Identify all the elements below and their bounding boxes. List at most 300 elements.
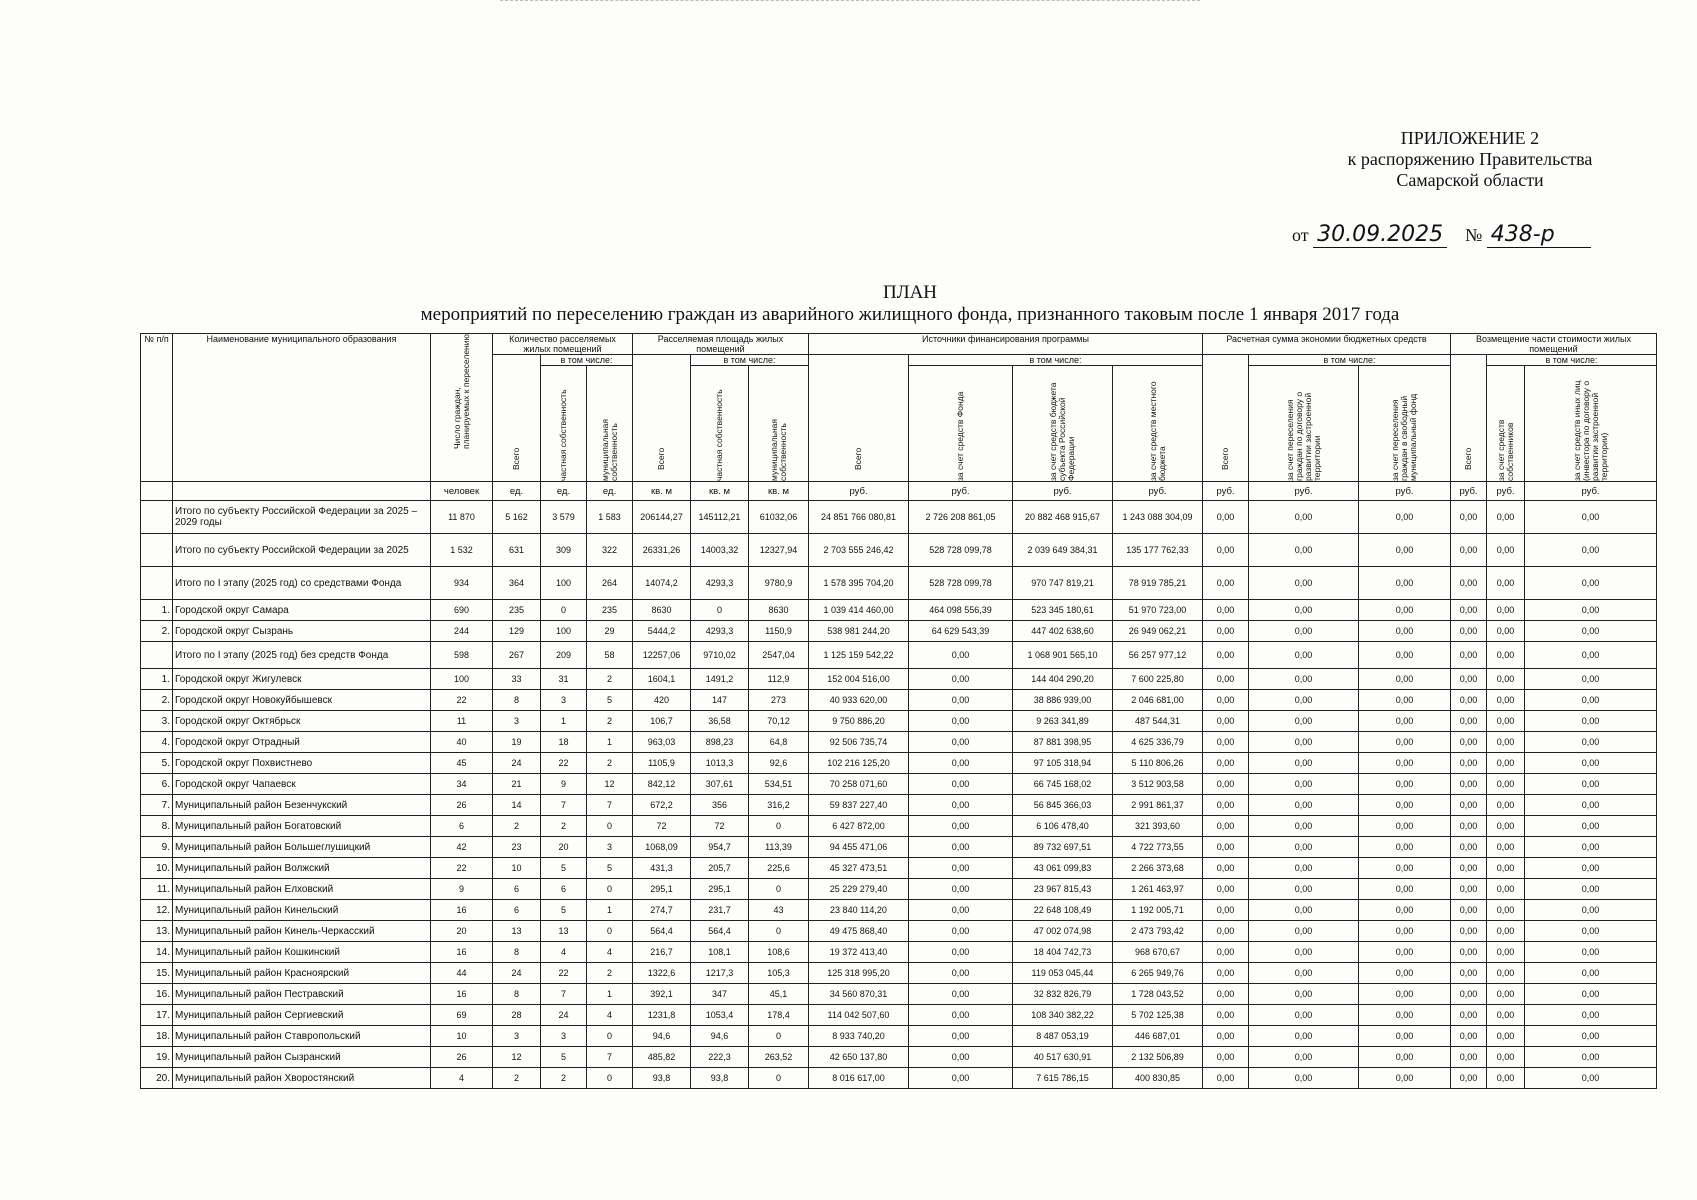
value-cell: 0,00 (1203, 837, 1249, 858)
value-cell: 0,00 (1203, 690, 1249, 711)
value-cell: 954,7 (691, 837, 749, 858)
value-cell: 528 728 099,78 (909, 534, 1013, 567)
value-cell: 0,00 (1203, 1047, 1249, 1068)
value-cell: 7 (541, 795, 587, 816)
value-cell: 22 (431, 858, 493, 879)
value-cell: 0,00 (1487, 879, 1525, 900)
value-cell: 0,00 (1487, 1068, 1525, 1089)
value-cell: 4 (431, 1068, 493, 1089)
value-cell: 0,00 (909, 942, 1013, 963)
row-number: 12. (141, 900, 173, 921)
value-cell: 0,00 (909, 795, 1013, 816)
value-cell: 43 061 099,83 (1013, 858, 1113, 879)
value-cell: 72 (633, 816, 691, 837)
value-cell: 3 (541, 690, 587, 711)
unit-cell: руб. (1249, 482, 1359, 501)
value-cell: 94,6 (691, 1026, 749, 1047)
value-cell: 0,00 (909, 774, 1013, 795)
value-cell: 0,00 (909, 921, 1013, 942)
unit-cell: руб. (1451, 482, 1487, 501)
value-cell: 7 615 786,15 (1013, 1068, 1113, 1089)
unit-cell: ед. (587, 482, 633, 501)
value-cell: 0,00 (1525, 858, 1657, 879)
value-cell: 0,00 (1203, 642, 1249, 669)
value-cell: 0,00 (1487, 795, 1525, 816)
value-cell: 0,00 (909, 963, 1013, 984)
value-cell: 0,00 (1203, 984, 1249, 1005)
value-cell: 963,03 (633, 732, 691, 753)
value-cell: 0,00 (1451, 669, 1487, 690)
value-cell: 0,00 (1203, 501, 1249, 534)
value-cell: 93,8 (633, 1068, 691, 1089)
table-row (141, 774, 1657, 795)
value-cell: 0,00 (1359, 534, 1451, 567)
value-cell: 0,00 (1203, 921, 1249, 942)
value-cell: 6 (493, 900, 541, 921)
value-cell: 0,00 (1249, 621, 1359, 642)
value-cell: 2 046 681,00 (1113, 690, 1203, 711)
row-number: 1. (141, 600, 173, 621)
value-cell: 0,00 (1249, 858, 1359, 879)
municipality-name: Городской округ Жигулевск (173, 669, 431, 690)
value-cell: 0,00 (1249, 567, 1359, 600)
value-cell: 0,00 (909, 669, 1013, 690)
resettlement-plan-table (140, 333, 1657, 1089)
value-cell: 485,82 (633, 1047, 691, 1068)
value-cell: 0,00 (1249, 816, 1359, 837)
total-row (141, 567, 1657, 600)
value-cell: 0,00 (1451, 1005, 1487, 1026)
date-prefix: от (1292, 225, 1309, 245)
unit-cell: руб. (909, 482, 1013, 501)
value-cell: 13 (541, 921, 587, 942)
table-row (141, 837, 1657, 858)
col-area-group: Расселяемая площадь жилых помещений (633, 334, 809, 355)
value-cell: 6 265 949,76 (1113, 963, 1203, 984)
col-fund: за счет средств Фонда (909, 366, 1013, 482)
value-cell: 0,00 (909, 1005, 1013, 1026)
unit-cell: руб. (1013, 482, 1113, 501)
appendix-label: ПРИЛОЖЕНИЕ 2 (1400, 128, 1540, 148)
value-cell: 5 (541, 1047, 587, 1068)
value-cell: 523 345 180,61 (1013, 600, 1113, 621)
value-cell: 0,00 (909, 732, 1013, 753)
value-cell: 0,00 (1203, 732, 1249, 753)
value-cell: 1 068 901 565,10 (1013, 642, 1113, 669)
value-cell: 0,00 (1451, 534, 1487, 567)
value-cell: 51 970 723,00 (1113, 600, 1203, 621)
value-cell: 6 427 872,00 (809, 816, 909, 837)
value-cell: 0,00 (1487, 567, 1525, 600)
value-cell: 38 886 939,00 (1013, 690, 1113, 711)
value-cell: 144 404 290,20 (1013, 669, 1113, 690)
value-cell: 3 (493, 1026, 541, 1047)
value-cell: 29 (587, 621, 633, 642)
value-cell: 66 745 168,02 (1013, 774, 1113, 795)
value-cell: 0,00 (1359, 942, 1451, 963)
value-cell: 1 728 043,52 (1113, 984, 1203, 1005)
value-cell: 0,00 (1249, 534, 1359, 567)
value-cell: 145112,21 (691, 501, 749, 534)
value-cell: 42 (431, 837, 493, 858)
value-cell: 970 747 819,21 (1013, 567, 1113, 600)
value-cell: 0,00 (1525, 669, 1657, 690)
value-cell: 2547,04 (749, 642, 809, 669)
table-row (141, 621, 1657, 642)
value-cell: 0,00 (1487, 963, 1525, 984)
municipality-name: Итого по субъекту Российской Федерации за 2025 – 2029 годы (173, 501, 431, 534)
value-cell: 690 (431, 600, 493, 621)
value-cell: 0,00 (1249, 837, 1359, 858)
value-cell: 7 (587, 795, 633, 816)
value-cell: 11 (431, 711, 493, 732)
col-area-total: Всего (633, 355, 691, 482)
value-cell: 0,00 (909, 1026, 1013, 1047)
value-cell: 0,00 (1451, 690, 1487, 711)
value-cell: 631 (493, 534, 541, 567)
row-number: 7. (141, 795, 173, 816)
value-cell: 4 (541, 942, 587, 963)
table-row (141, 1026, 1657, 1047)
value-cell: 0 (749, 816, 809, 837)
col-name: Наименование муниципального образования (173, 334, 431, 482)
value-cell: 0,00 (1487, 921, 1525, 942)
value-cell: 26331,26 (633, 534, 691, 567)
municipality-name: Итого по субъекту Российской Федерации за 2025 (173, 534, 431, 567)
value-cell: 0,00 (1487, 900, 1525, 921)
value-cell: 32 832 826,79 (1013, 984, 1113, 1005)
value-cell: 0,00 (1249, 1068, 1359, 1089)
row-number: 18. (141, 1026, 173, 1047)
table-row (141, 600, 1657, 621)
value-cell: 0,00 (1249, 753, 1359, 774)
value-cell: 225,6 (749, 858, 809, 879)
value-cell: 56 845 366,03 (1013, 795, 1113, 816)
value-cell: 0,00 (1451, 753, 1487, 774)
value-cell: 0,00 (1451, 837, 1487, 858)
unit-cell: человек (431, 482, 493, 501)
value-cell: 0,00 (1525, 711, 1657, 732)
value-cell: 0,00 (909, 711, 1013, 732)
value-cell: 6 106 478,40 (1013, 816, 1113, 837)
value-cell: 0,00 (1487, 1005, 1525, 1026)
value-cell: 0,00 (1525, 942, 1657, 963)
col-comp-owners: за счет средств собственников (1487, 366, 1525, 482)
value-cell: 235 (587, 600, 633, 621)
value-cell: 235 (493, 600, 541, 621)
value-cell: 0,00 (1203, 534, 1249, 567)
value-cell: 106,7 (633, 711, 691, 732)
value-cell: 49 475 868,40 (809, 921, 909, 942)
value-cell: 21 (493, 774, 541, 795)
municipality-name: Муниципальный район Хворостянский (173, 1068, 431, 1089)
value-cell: 2 (587, 963, 633, 984)
value-cell: 6 (493, 879, 541, 900)
value-cell: 1 125 159 542,22 (809, 642, 909, 669)
value-cell: 528 728 099,78 (909, 567, 1013, 600)
value-cell: 0,00 (1359, 816, 1451, 837)
value-cell: 8 487 053,19 (1013, 1026, 1113, 1047)
value-cell: 400 830,85 (1113, 1068, 1203, 1089)
value-cell: 347 (691, 984, 749, 1005)
municipality-name: Муниципальный район Кошкинский (173, 942, 431, 963)
value-cell: 1 261 463,97 (1113, 879, 1203, 900)
value-cell: 2 (493, 1068, 541, 1089)
value-cell: 1231,8 (633, 1005, 691, 1026)
municipality-name: Муниципальный район Кинельский (173, 900, 431, 921)
value-cell: 12 (493, 1047, 541, 1068)
value-cell: 0,00 (1249, 963, 1359, 984)
value-cell: 8 933 740,20 (809, 1026, 909, 1047)
value-cell: 2 726 208 861,05 (909, 501, 1013, 534)
row-number: 1. (141, 669, 173, 690)
col-economy-group: Расчетная сумма экономии бюджетных средств (1203, 334, 1451, 355)
value-cell: 23 967 815,43 (1013, 879, 1113, 900)
value-cell: 0,00 (1203, 567, 1249, 600)
value-cell: 0,00 (909, 1068, 1013, 1089)
row-number: 20. (141, 1068, 173, 1089)
value-cell: 47 002 074,98 (1013, 921, 1113, 942)
value-cell: 934 (431, 567, 493, 600)
value-cell: 0,00 (1487, 711, 1525, 732)
value-cell: 100 (541, 621, 587, 642)
value-cell: 0,00 (1359, 774, 1451, 795)
value-cell: 0 (749, 1026, 809, 1047)
value-cell: 1 243 088 304,09 (1113, 501, 1203, 534)
value-cell: 20 (431, 921, 493, 942)
value-cell: 0,00 (1487, 858, 1525, 879)
value-cell: 1 039 414 460,00 (809, 600, 909, 621)
row-number: 2. (141, 621, 173, 642)
value-cell: 2 (493, 816, 541, 837)
value-cell: 7 600 225,80 (1113, 669, 1203, 690)
table-row (141, 984, 1657, 1005)
value-cell: 0,00 (909, 879, 1013, 900)
value-cell: 0,00 (1359, 600, 1451, 621)
value-cell: 0,00 (1451, 501, 1487, 534)
value-cell: 8 (493, 690, 541, 711)
value-cell: 26 (431, 1047, 493, 1068)
value-cell: 9 (431, 879, 493, 900)
municipality-name: Муниципальный район Волжский (173, 858, 431, 879)
value-cell: 0,00 (1525, 600, 1657, 621)
row-number: 2. (141, 690, 173, 711)
value-cell: 534,51 (749, 774, 809, 795)
value-cell: 0,00 (1203, 900, 1249, 921)
value-cell: 0,00 (1359, 1068, 1451, 1089)
value-cell: 0,00 (1525, 732, 1657, 753)
row-number: 16. (141, 984, 173, 1005)
value-cell: 0,00 (1451, 567, 1487, 600)
value-cell: 93,8 (691, 1068, 749, 1089)
value-cell: 45,1 (749, 984, 809, 1005)
value-cell: 0,00 (1525, 879, 1657, 900)
value-cell: 92,6 (749, 753, 809, 774)
value-cell: 222,3 (691, 1047, 749, 1068)
value-cell: 6 (431, 816, 493, 837)
value-cell: 4 722 773,55 (1113, 837, 1203, 858)
value-cell: 206144,27 (633, 501, 691, 534)
value-cell: 135 177 762,33 (1113, 534, 1203, 567)
value-cell: 4293,3 (691, 567, 749, 600)
value-cell: 364 (493, 567, 541, 600)
document-title (140, 282, 1680, 326)
value-cell: 18 404 742,73 (1013, 942, 1113, 963)
value-cell: 216,7 (633, 942, 691, 963)
value-cell: 34 560 870,31 (809, 984, 909, 1005)
value-cell: 9 750 886,20 (809, 711, 909, 732)
value-cell: 0,00 (1451, 1068, 1487, 1089)
value-cell: 0,00 (1525, 984, 1657, 1005)
value-cell: 125 318 995,20 (809, 963, 909, 984)
col-people: Число граждан, планируемых к переселению (431, 334, 493, 482)
value-cell: 3 (541, 1026, 587, 1047)
value-cell: 0,00 (1487, 621, 1525, 642)
municipality-name: Муниципальный район Ставропольский (173, 1026, 431, 1047)
municipality-name: Муниципальный район Елховский (173, 879, 431, 900)
col-econ-free: за счет переселения граждан в свободный муниципальный фонд (1359, 366, 1451, 482)
value-cell: 0,00 (1359, 732, 1451, 753)
value-cell: 0,00 (1451, 600, 1487, 621)
value-cell: 0,00 (1525, 753, 1657, 774)
row-number: 19. (141, 1047, 173, 1068)
value-cell: 8 016 617,00 (809, 1068, 909, 1089)
value-cell: 0,00 (1525, 501, 1657, 534)
value-cell: 0,00 (1451, 1047, 1487, 1068)
table-row (141, 732, 1657, 753)
municipality-name: Городской округ Октябрьск (173, 711, 431, 732)
value-cell: 0,00 (1487, 774, 1525, 795)
value-cell: 431,3 (633, 858, 691, 879)
value-cell: 0,00 (1359, 921, 1451, 942)
value-cell: 446 687,01 (1113, 1026, 1203, 1047)
row-number: 3. (141, 711, 173, 732)
col-rooms-total: Всего (493, 355, 541, 482)
value-cell: 40 (431, 732, 493, 753)
value-cell: 5 (587, 690, 633, 711)
value-cell: 56 257 977,12 (1113, 642, 1203, 669)
value-cell: 0 (587, 1068, 633, 1089)
row-number: 6. (141, 774, 173, 795)
value-cell: 0,00 (1359, 711, 1451, 732)
value-cell: 1322,6 (633, 963, 691, 984)
value-cell: 0,00 (1359, 1047, 1451, 1068)
row-number: 11. (141, 879, 173, 900)
value-cell: 0,00 (909, 900, 1013, 921)
value-cell: 18 (541, 732, 587, 753)
value-cell: 0,00 (909, 642, 1013, 669)
row-number: 13. (141, 921, 173, 942)
table-row (141, 1068, 1657, 1089)
value-cell: 24 851 766 080,81 (809, 501, 909, 534)
value-cell: 0,00 (1203, 879, 1249, 900)
municipality-name: Городской округ Похвистнево (173, 753, 431, 774)
value-cell: 147 (691, 690, 749, 711)
municipality-name: Муниципальный район Кинель-Черкасский (173, 921, 431, 942)
value-cell: 13 (493, 921, 541, 942)
row-number: 8. (141, 816, 173, 837)
value-cell: 0,00 (1359, 984, 1451, 1005)
value-cell: 0,00 (1359, 753, 1451, 774)
value-cell: 0,00 (1203, 1068, 1249, 1089)
row-number (141, 534, 173, 567)
value-cell: 295,1 (691, 879, 749, 900)
table-row (141, 816, 1657, 837)
value-cell: 263,52 (749, 1047, 809, 1068)
value-cell: 25 229 279,40 (809, 879, 909, 900)
municipality-name: Муниципальный район Большеглушицкий (173, 837, 431, 858)
value-cell: 100 (541, 567, 587, 600)
value-cell: 0,00 (1525, 837, 1657, 858)
value-cell: 24 (493, 753, 541, 774)
value-cell: 87 881 398,95 (1013, 732, 1113, 753)
number-prefix: № (1465, 225, 1483, 245)
value-cell: 5 (587, 858, 633, 879)
table-row (141, 1047, 1657, 1068)
value-cell: 4293,3 (691, 621, 749, 642)
value-cell: 0 (587, 921, 633, 942)
value-cell: 231,7 (691, 900, 749, 921)
value-cell: 9780,9 (749, 567, 809, 600)
value-cell: 0,00 (1487, 534, 1525, 567)
value-cell: 20 (541, 837, 587, 858)
value-cell: 0,00 (1359, 837, 1451, 858)
value-cell: 420 (633, 690, 691, 711)
total-row (141, 501, 1657, 534)
value-cell: 40 933 620,00 (809, 690, 909, 711)
table-row (141, 795, 1657, 816)
value-cell: 0,00 (1203, 1005, 1249, 1026)
col-rooms-including: в том числе: (541, 355, 633, 366)
table-row (141, 753, 1657, 774)
value-cell: 0,00 (1451, 900, 1487, 921)
value-cell: 64,8 (749, 732, 809, 753)
value-cell: 264 (587, 567, 633, 600)
value-cell: 112,9 (749, 669, 809, 690)
municipality-name: Городской округ Самара (173, 600, 431, 621)
value-cell: 0,00 (1359, 795, 1451, 816)
value-cell: 0,00 (1451, 621, 1487, 642)
value-cell: 0,00 (1525, 900, 1657, 921)
value-cell: 0,00 (1487, 837, 1525, 858)
value-cell: 78 919 785,21 (1113, 567, 1203, 600)
value-cell: 22 (431, 690, 493, 711)
value-cell: 0,00 (1487, 816, 1525, 837)
value-cell: 0,00 (1451, 816, 1487, 837)
value-cell: 3 579 (541, 501, 587, 534)
value-cell: 5444,2 (633, 621, 691, 642)
value-cell: 564,4 (633, 921, 691, 942)
value-cell: 267 (493, 642, 541, 669)
value-cell: 36,58 (691, 711, 749, 732)
value-cell: 94 455 471,06 (809, 837, 909, 858)
value-cell: 1 192 005,71 (1113, 900, 1203, 921)
value-cell: 11 870 (431, 501, 493, 534)
value-cell: 0,00 (1359, 879, 1451, 900)
col-comp-total: Всего (1451, 355, 1487, 482)
value-cell: 1 578 395 704,20 (809, 567, 909, 600)
value-cell: 0,00 (1525, 1005, 1657, 1026)
value-cell: 274,7 (633, 900, 691, 921)
unit-cell: руб. (1113, 482, 1203, 501)
value-cell: 0,00 (1451, 1026, 1487, 1047)
value-cell: 70,12 (749, 711, 809, 732)
value-cell: 23 (493, 837, 541, 858)
value-cell: 5 162 (493, 501, 541, 534)
value-cell: 119 053 045,44 (1013, 963, 1113, 984)
municipality-name: Муниципальный район Сергиевский (173, 1005, 431, 1026)
value-cell: 0,00 (1525, 621, 1657, 642)
